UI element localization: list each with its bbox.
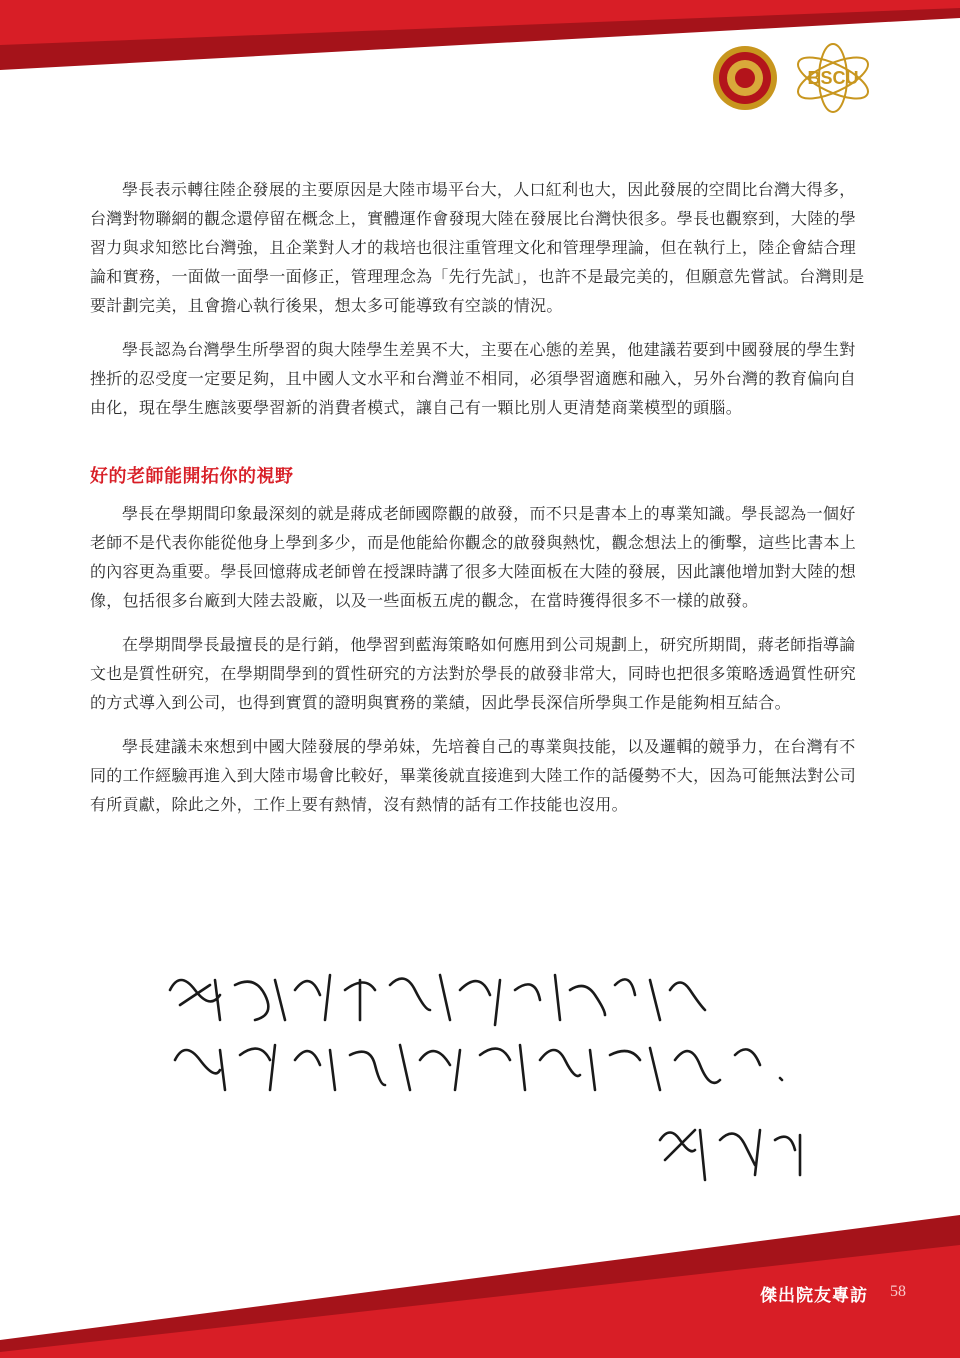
paragraph: 學長建議未來想到中國大陸發展的學弟妹，先培養自己的專業與技能，以及邏輯的競爭力，在台灣有不同的工作經驗再進入到大陸市場會比較好，畢業後就直接進到大陸工作的話優勢不大，因為可能無法對公司有所貢獻，除此之外，工作上要有熱情，沒有熱情的話有工作技能也沒用。 — [90, 737, 857, 814]
header-logos — [705, 38, 885, 118]
business-emblem-icon — [793, 44, 874, 112]
paragraph: 學長認為台灣學生所學習的與大陸學生差異不大，主要在心態的差異，他建議若要到中國發展的學生對挫折的忍受度一定要足夠，且中國人文水平和台灣並不相同，必須學習適應和融入，另外台灣的教育偏向自由化，現在學生應該要學習新的消費者模式，讓自己有一顆比別人更清楚商業模型的頭腦。 — [90, 340, 857, 417]
page-number: 58 — [890, 1283, 906, 1300]
paragraph: 學長表示轉往陸企發展的主要原因是大陸市場平台大，人口紅利也大，因此發展的空間比台灣大得多，台灣對物聯網的觀念還停留在概念上，實體運作會發現大陸在發展比台灣快很多。學長也觀察到，大陸的學習力與求知慾比台灣強，且企業對人才的栽培也很注重管理文化和管理學理論，但在執行上，陸企會結合理論和實務，一面做一面學一面修正，管理理念為「先行先試」，也許不是最完美的，但願意先嘗試。台灣則是要計劃完美，且會擔心執行後果，想太多可能導致有空談的情況。 — [90, 180, 865, 315]
section-heading: 好的老師能開拓你的視野 — [90, 466, 294, 487]
university-seal-icon — [713, 46, 777, 110]
paragraph: 在學期間學長最擅長的是行銷，他學習到藍海策略如何應用到公司規劃上，研究所期間，蔣老師指導論文也是質性研究，在學期間學到的質性研究的方法對於學長的啟發非常大，同時也把很多策略透過質性研究的方式導入到公司，也得到實質的證明與實務的業績，因此學長深信所學與工作是能夠相互結合。 — [90, 635, 857, 712]
footer-title: 傑出院友專訪 — [760, 1286, 868, 1306]
paragraph: 學長在學期間印象最深刻的就是蔣成老師國際觀的啟發，而不只是書本上的專業知識。學長認為一個好老師不是代表你能從他身上學到多少，而是他能給你觀念的啟發與熱忱，觀念想法上的衝擊，這些比書本上的內容更為重要。學長回憶蔣成老師曾在授課時講了很多大陸面板在大陸的發展，因此讓他增加對大陸的想像，包括很多台廠到大陸去設廠，以及一些面板五虎的觀念，在當時獲得很多不一樣的啟發。 — [90, 504, 857, 610]
emblem-text: BSCU — [807, 68, 859, 88]
handwritten-signature — [160, 960, 840, 1210]
article-body — [90, 175, 870, 834]
